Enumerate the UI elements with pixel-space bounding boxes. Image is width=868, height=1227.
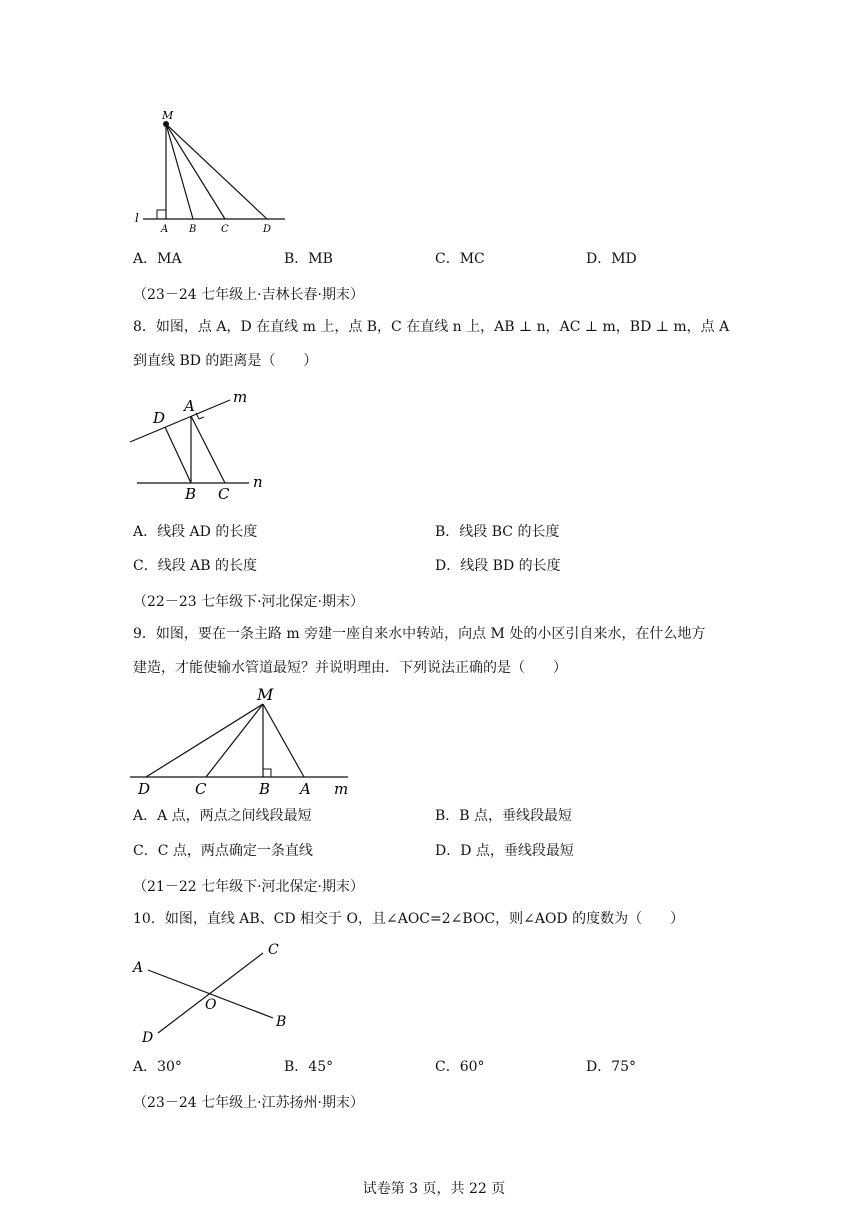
q9-stem-line2: 建造，才能使输水管道最短？并说明理由．下列说法正确的是（ ） bbox=[133, 660, 567, 676]
q8-stem-line1: 8．如图，点 A，D 在直线 m 上，点 B，C 在直线 n 上，AB ⊥ n，AC ⊥ m，BD ⊥ m，点 A bbox=[133, 319, 730, 335]
q7-figure bbox=[135, 108, 295, 238]
q9-label-m: m bbox=[334, 780, 349, 798]
q8-label-n: n bbox=[253, 473, 263, 491]
q7-option-a[interactable]: A．MA bbox=[133, 251, 182, 267]
q8-stem-line2: 到直线 BD 的距离是（ ） bbox=[133, 353, 318, 369]
q9-label-A: A bbox=[300, 780, 311, 798]
q7-option-c[interactable]: C．MC bbox=[435, 251, 485, 267]
q9-option-b[interactable]: B．B 点，垂线段最短 bbox=[435, 808, 573, 824]
q9-label-C: C bbox=[195, 780, 207, 798]
q10-figure bbox=[128, 938, 298, 1048]
q8-option-c[interactable]: C．线段 AB 的长度 bbox=[133, 558, 258, 574]
q9-option-d[interactable]: D．D 点，垂线段最短 bbox=[435, 843, 574, 859]
q8-label-D: D bbox=[153, 409, 166, 427]
q10-option-a[interactable]: A．30° bbox=[133, 1059, 182, 1075]
q10-label-D: D bbox=[142, 1030, 154, 1046]
q9-option-a[interactable]: A．A 点，两点之间线段最短 bbox=[133, 808, 312, 824]
q7-label-A: A bbox=[161, 224, 169, 235]
q10-label-A: A bbox=[133, 960, 144, 976]
q8-label-A: A bbox=[184, 397, 195, 415]
q10-label-B: B bbox=[276, 1014, 287, 1030]
q7-label-l: l bbox=[135, 211, 139, 225]
q8-label-C: C bbox=[218, 485, 230, 503]
q8-figure bbox=[125, 385, 275, 505]
q9-option-c[interactable]: C．C 点，两点确定一条直线 bbox=[133, 843, 313, 859]
q8-option-d[interactable]: D．线段 BD 的长度 bbox=[435, 558, 561, 574]
page-footer: 试卷第 3 页，共 22 页 bbox=[362, 1181, 506, 1197]
q8-label-B: B bbox=[185, 485, 197, 503]
q10-source: （23－24 七年级上·江苏扬州·期末） bbox=[133, 1095, 364, 1111]
q9-stem-line1: 9．如图，要在一条主路 m 旁建一座自来水中转站，向点 M 处的小区引自来水，在什么地方 bbox=[133, 626, 706, 642]
q7-source: （23－24 七年级上·吉林长春·期末） bbox=[133, 287, 364, 303]
q9-source: （21－22 七年级下·河北保定·期末） bbox=[133, 879, 364, 895]
q9-label-B: B bbox=[259, 780, 271, 798]
q10-option-d[interactable]: D．75° bbox=[586, 1059, 637, 1075]
q7-label-B: B bbox=[189, 224, 197, 235]
q8-label-m: m bbox=[233, 388, 248, 406]
q10-stem-line1: 10．如图，直线 AB、CD 相交于 O，且∠AOC=2∠BOC，则∠AOD 的度数为（ ） bbox=[133, 911, 685, 927]
q9-figure bbox=[128, 682, 358, 800]
q8-option-b[interactable]: B．线段 BC 的长度 bbox=[435, 524, 560, 540]
q7-label-C: C bbox=[221, 224, 229, 235]
q9-label-D: D bbox=[138, 780, 151, 798]
q10-label-O: O bbox=[205, 997, 217, 1013]
q10-option-b[interactable]: B．45° bbox=[284, 1059, 334, 1075]
q7-option-d[interactable]: D．MD bbox=[586, 251, 637, 267]
q8-option-a[interactable]: A．线段 AD 的长度 bbox=[133, 524, 258, 540]
q7-label-M: M bbox=[162, 109, 174, 122]
q7-option-b[interactable]: B．MB bbox=[284, 251, 333, 267]
q7-label-D: D bbox=[263, 224, 272, 235]
q8-source: （22－23 七年级下·河北保定·期末） bbox=[133, 594, 364, 610]
q9-label-M: M bbox=[257, 685, 274, 704]
q10-option-c[interactable]: C．60° bbox=[435, 1059, 485, 1075]
q10-label-C: C bbox=[268, 942, 279, 958]
